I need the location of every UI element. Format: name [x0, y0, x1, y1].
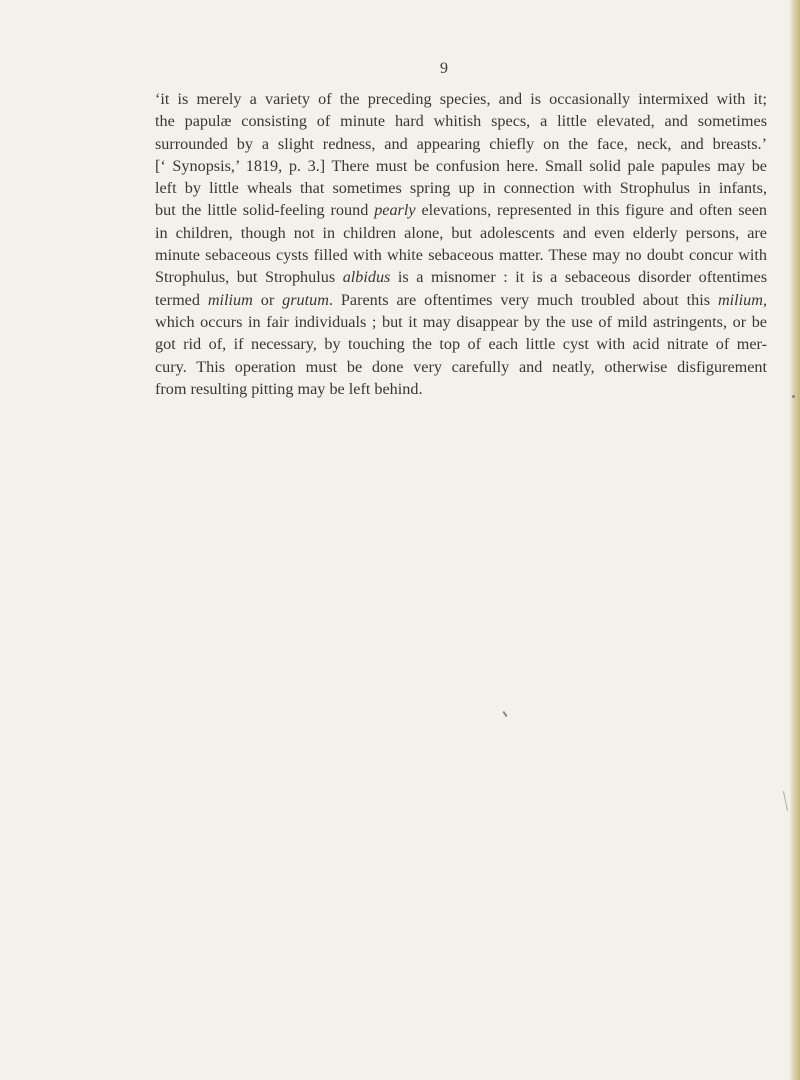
- page-edge: [790, 0, 800, 1080]
- text-line-8: minute sebaceous cysts filled with white sebaceous matter. These may no doubt concur with: [155, 246, 767, 265]
- text-line-4: [‘ Synopsis,’ 1819, p. 3.] There must be confusion here. Small solid pale papules may be: [155, 156, 767, 175]
- text-line-2: the papulæ consisting of minute hard whitish specs, a little elevated, and sometimes: [155, 112, 767, 131]
- paper-speck: [783, 791, 788, 811]
- page-number: 9: [440, 60, 448, 77]
- italic-term: milium: [717, 290, 763, 309]
- text-line-1: ‘it is merely a variety of the preceding species, and is occasionally intermixed with it;: [155, 90, 767, 108]
- text-line-9: Strophulus, but Strophulus albidus is a misnomer : it is a sebaceous disorder oftentimes: [155, 268, 767, 287]
- text-line-10: termed milium or grutum. Parents are oftentimes very much troubled about this milium,: [155, 290, 767, 309]
- text-line-6: but the little solid-feeling round pearly elevations, represented in this figure and often seen: [155, 201, 767, 220]
- italic-term: albidus: [342, 268, 391, 287]
- text-line-3: surrounded by a slight redness, and appearing chiefly on the face, neck, and breasts.’: [155, 134, 767, 153]
- paper-speck: [502, 711, 507, 717]
- text-line-13: cury. This operation must be done very carefully and neatly, otherwise disfigurement: [155, 357, 767, 376]
- paper-speck: [792, 395, 795, 398]
- text-line-14: from resulting pitting may be left behind.: [155, 379, 423, 398]
- text-line-5: left by little wheals that sometimes spring up in connection with Strophulus in infants,: [155, 179, 767, 198]
- italic-term: pearly: [374, 201, 416, 220]
- body-text: [155, 88, 767, 400]
- text-line-11: which occurs in fair individuals ; but it may disappear by the use of mild astringents, or be: [155, 312, 767, 331]
- italic-term: grutum: [282, 290, 329, 309]
- text-line-7: in children, though not in children alone, but adolescents and even elderly persons, are: [155, 223, 767, 242]
- italic-term: milium: [207, 290, 253, 309]
- text-line-12: got rid of, if necessary, by touching the top of each little cyst with acid nitrate of mer-: [155, 335, 767, 354]
